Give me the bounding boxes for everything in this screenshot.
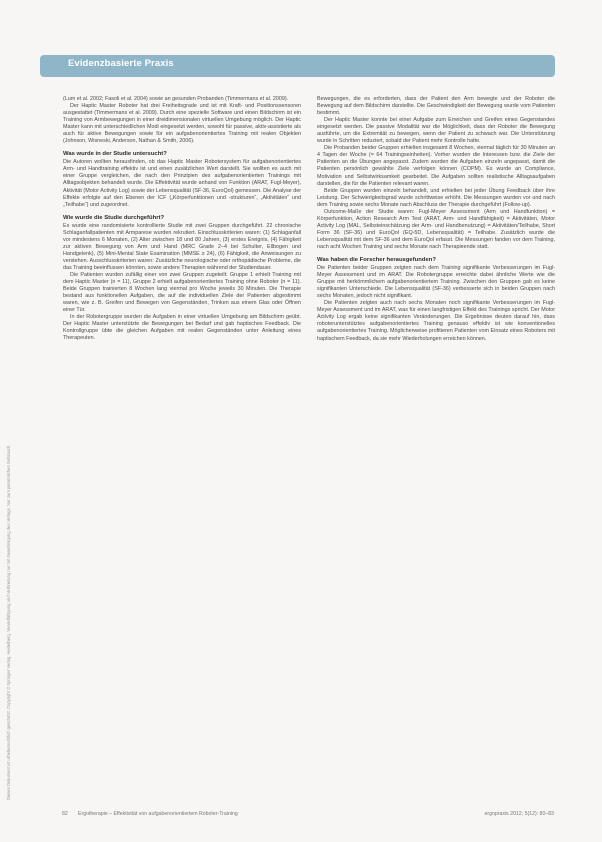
body-paragraph: Die Autoren wollten herausfinden, ob das Haptic Master Robotersystem für aufgabenorientiertes Arm- und Handtraining effektiv ist und einen zusätzlichen Wert darstellt. Sie wollten es auch mit einer Gruppe vergleichen, die nach den Prinzipien des aufgabenorientierten Trainings mit Alltagsobjekten behandelt wurde. Die Effektivität wurde anhand von Funktion (ARAT, Fugl-Meyer), Aktivität (Motor Activity Log) sowie der Lebensqualität (SF-36, EuroQol) gemessen. Die Analyse der Effekte erfolgte auf den Ebenen der ICF („Körperfunktionen und -strukturen“, „Aktivitäten“ und „Teilhabe“) und zugeordnet. xyxy=(63,159,301,208)
section-heading: Was wurde in der Studie untersucht? xyxy=(63,151,167,158)
body-paragraph: Der Haptic Master konnte bei einer Aufgabe zum Erreichen und Greifen eines Gegenstandes eingesetzt werden. Die passive Modalität war die Möglichkeit, dass der Roboter die Bewegung ausführte, um die Extremität zu bewegen, wenn der Patient zu schwach war. Die Unterstützung wurde in Schritten reduziert, sobald der Patient mehr Kontrolle hatte. xyxy=(317,117,555,145)
section-heading: Wie wurde die Studie durchgeführt? xyxy=(63,214,165,221)
page-number: 82 xyxy=(62,811,68,817)
page-footer xyxy=(0,811,602,823)
body-paragraph: Outcome-Maße der Studie waren: Fugl-Meyer Assessment (Arm und Handfunktion) = Körperfunktion, Action Research Arm Test (ARAT, Arm- und Handfähigkeit) = Aktivitäten, Motor Activity Log (MAL, Selbsteinschätzung der Arm- und Handbenutzung) = Aktivitäten/Teilhabe, Short Form 36 (SF-36) und EuroQol (EQ-5D, Lebensqualität) = Teilhabe. Zusätzlich wurde die Lebensqualität mit dem SF-36 und dem EuroQol erfasst. Die Messungen fanden vor dem Training, nach acht Wochen Training und sechs Monate nach Therapieende statt. xyxy=(317,208,555,250)
copyright-side-note: Dieses Dokument ist urheberrechtlich geschützt. Copyright © Springer Verlag. Heidelberg. Vervielfältigung und Verbreitung nur mit Genehmigung des Verlags. Nur zum persönlichen Gebrauch. xyxy=(6,444,11,800)
body-paragraph: Es wurde eine randomisierte kontrollierte Studie mit zwei Gruppen durchgeführt. 22 chronische Schlaganfallpatienten mit Armparese wurden rekrutiert. Einschlusskriterien waren: (1) Schlaganfall vor mindestens 6 Monaten, (2) Alter zwischen 18 und 80 Jahren, (3) erstes Ereignis, (4) Fähigkeit zur aktiven Bewegung von Arm und Hand (MRC Grade 2–4 bei Schulter, Ellbogen und Handgelenk), (5) Mini-Mental State Examination (MMSE ≥ 24), (6) Fähigkeit, die Anweisungen zu verstehen. Ausschlusskriterien waren: Zusätzliche neurologische oder orthopädische Probleme, die das Training beeinflussen könnten, sowie andere Therapien während der Studiendauer. xyxy=(63,222,301,271)
body-paragraph: Der Haptic Master Roboter hat drei Freiheitsgrade und ist mit Kraft- und Positionssensoren ausgestattet (Timmermans et al. 2009). Durch eine spezielle Software und einen Bildschirm ist ein Training von Armbewegungen in einer dreidimensionalen virtuellen Umgebung möglich. Der Haptic Master kann mit unterschiedlichen Modi eingesetzt werden, sowohl für passive, aktiv-assistierte als auch für aktive Bewegungen sowie für ein aufgabenorientiertes Training mit realen Objekten (Johnson, Wisneski, Anderson, Nathan & Smith, 2006). xyxy=(63,103,301,145)
body-paragraph: Die Patienten zeigten auch nach sechs Monaten noch signifikante Verbesserungen im Fugl-Meyer Assessment und im ARAT, was für einen langfristigen Effekt des Trainings spricht. Der Motor Activity Log ergab keine signifikanten Veränderungen. Die Ergebnisse deuten darauf hin, dass roboterunterstütztes aufgabenorientiertes Training genauso effektiv ist wie konventionelles aufgabenorientiertes Training. Möglicherweise profitieren Patienten vom Einsatz eines Roboters mit haptischem Feedback, da sie mehr Wiederholungen erreichen können. xyxy=(317,300,555,342)
body-paragraph: Bewegungen, die es erforderten, dass der Patient den Arm bewegte und der Roboter die Bewegung auf dem Bildschirm darstellte. Die Geschwindigkeit der Bewegung wurde vom Patienten bestimmt. xyxy=(317,96,555,117)
footer-journal: ergopraxis 2012; 5(12): 80–83 xyxy=(484,811,554,817)
body-paragraph: Die Patienten beider Gruppen zeigten nach dem Training signifikante Verbesserungen im Fugl-Meyer Assessment und im ARAT. Die Robotergruppe erreichte dabei ähnliche Werte wie die Gruppe mit herkömmlichem aufgabenorientiertem Training. Zwischen den Gruppen gab es keine signifikanten Unterschiede. Die Lebensqualität (SF-36) verbesserte sich in beiden Gruppen nach sechs Monaten, jedoch nicht signifikant. xyxy=(317,265,555,300)
section-banner-label: Evidenzbasierte Praxis xyxy=(68,58,174,69)
section-banner xyxy=(40,55,555,77)
body-paragraph: Die Patienten wurden zufällig einer von zwei Gruppen zugeteilt: Gruppe 1 erhielt Training mit dem Haptic Master (n = 11), Gruppe 2 erhielt aufgabenorientiertes Training ohne Roboter (n = 11). Beide Gruppen trainierten 8 Wochen lang viermal pro Woche jeweils 30 Minuten. Die Therapie bestand aus funktionellen Aufgaben, die auf die individuellen Ziele der Patienten abgestimmt waren, wie z. B. Greifen und Bewegen von Gegenständen, Trinken aus einem Glas oder Öffnen einer Tür. xyxy=(63,271,301,314)
body-paragraph: Beide Gruppen wurden einzeln behandelt, und erhielten bei jeder Übung Feedback über ihre Leistung. Der Schwierigkeitsgrad wurde schrittweise erhöht. Die Messungen wurden vor und nach dem Training sowie sechs Monate nach Abschluss der Therapie durchgeführt (Follow-up). xyxy=(317,187,555,208)
section-heading: Was haben die Forscher herausgefunden? xyxy=(317,257,436,264)
left-text-column xyxy=(63,96,301,342)
body-paragraph: Die Probanden beider Gruppen erhielten insgesamt 8 Wochen, viermal täglich für 30 Minuten an 4 Tagen der Woche (= 64 Trainingseinheiten). Vorher wurden die Interessen bzw. die Ziele der Patienten an die Übungen angepasst. Zudem wurden die Aufgaben einzeln angepasst, damit die Patienten persönlich gewählte Ziele verfolgen können (COPM). Es wurde an Compliance, Motivation und Selbstwirksamkeit gearbeitet. Die Aufgaben sollten realistische Alltagsaufgaben darstellen, die für die Patienten relevant waren. xyxy=(317,145,555,187)
right-text-column xyxy=(317,96,555,343)
body-paragraph: In der Robotergruppe wurden die Aufgaben in einer virtuellen Umgebung am Bildschirm geübt. Der Haptic Master unterstützte die Bewegungen bei Bedarf und gab haptisches Feedback. Die Kontrollgruppe übte die gleichen Aufgaben mit realen Gegenständen unter Anleitung eines Therapeuten. xyxy=(63,314,301,342)
footer-citation: Ergotherapie – Effektivität von aufgabenorientiertem Roboter-Training xyxy=(78,811,238,817)
body-paragraph: (Lum et al. 2002; Fasoli et al. 2004) sowie an gesunden Probanden (Timmermans et al. 2009). xyxy=(63,96,289,102)
